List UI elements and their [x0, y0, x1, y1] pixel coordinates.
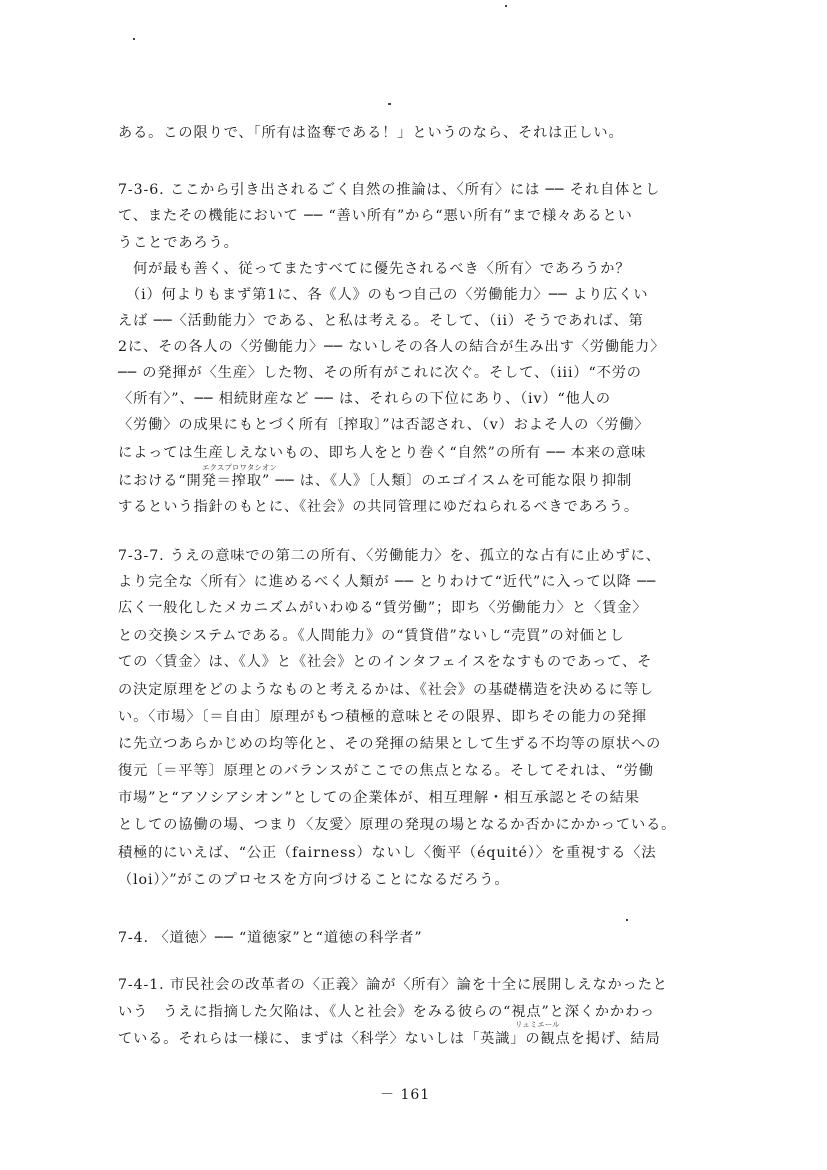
page-number: － 161 [380, 1087, 431, 1103]
body-line: 〈所有〉”、── 相続財産など ── は、それらの下位にあり、（iv）“他人の [118, 391, 611, 407]
body-line: い。〈市場〉〔＝自由〕原理がもつ積極的意味とその限界、即ちその能力の発揮 [118, 709, 647, 725]
body-line: 広く一般化したメカニズムがいわゆる“賃労働”；即ち〈労働能力〉と〈賃金〉 [118, 600, 648, 616]
section-heading-7-4: 7-4. 〈道徳〉── “道徳家”と“道徳の科学者” [118, 930, 423, 946]
body-line: に先立つあらかじめの均等化と、その発揮の結果として生ずる不均等の原状への [118, 736, 662, 752]
body-line: 復元〔＝平等〕原理とのバランスがここでの焦点となる。そしてそれは、“労働 [118, 763, 654, 779]
paragraph-7-3-6-line: 7-3-6. ここから引き出されるごく自然の推論は、〈所有〉には ── それ自体とし [118, 182, 661, 198]
body-line: における“開発＝搾取” ── は、《人》〔人類〕のエゴイスムを可能な限り抑制 [118, 473, 633, 489]
body-line: によっては生産しえないもの、即ち人をとり巻く“自然”の所有 ── 本来の意味 [118, 445, 647, 461]
ruby-annotation: エクスプロワタシオン [202, 463, 277, 472]
paragraph-7-3-7-line: 7-3-7. うえの意味での第二の所有、〈労働能力〉を、孤立的な占有に止めずに、 [118, 548, 661, 564]
body-line: としての協働の場、つまり〈友愛〉原理の発現の場となるか否かにかかっている。 [118, 817, 677, 833]
body-line: ての〈賃金〉は、《人》と《社会》とのインタフェイスをなすものであって、そ [118, 654, 653, 670]
body-line: いう うえに指摘した欠陥は、《人と社会》をみる彼らの“視点”と深くかかわっ [118, 1004, 656, 1020]
body-line: えば ──〈活動能力〉である、と私は考える。そして、（ii）そうであれば、第 [118, 313, 644, 329]
body-line: （i）何よりもまず第1に、各《人》のもつ自己の〈労働能力〉── より広くい [118, 287, 649, 303]
scan-speck [505, 5, 507, 7]
body-line: ている。それらは一様に、まずは〈科学〉ないしは「英識」の観点を掲げ、結局 [118, 1031, 661, 1047]
paragraph-7-4-1-line: 7-4-1. 市民社会の改革者の〈正義〉論が〈所有〉論を十全に展開しえなかったと [118, 977, 668, 993]
scan-speck [388, 103, 391, 105]
ruby-annotation: リュミエール [515, 1020, 560, 1029]
body-line: するという指針のもとに、《社会》の共同管理にゆだねられるべきであろう。 [118, 499, 639, 515]
body-line: の決定原理をどのようなものと考えるかは、《社会》の基礎構造を決めるに等し [118, 682, 655, 698]
body-line: との交換システムである。《人間能力》の“賃貸借”ないし“売買”の対価とし [118, 628, 625, 644]
body-line: 何が最も善く、従ってまたすべてに優先されるべき〈所有〉であろうか？ [118, 261, 631, 277]
body-line: 〈労働〉の成果にもとづく所有〔搾取〕”は否認され、（v）およそ人の〈労働〉 [118, 417, 650, 433]
body-line: うことであろう。 [118, 235, 239, 251]
scan-speck [133, 38, 135, 40]
body-line: 積極的にいえば、“公正（fairness）ないし〈衡平（équité）〉を重視する〈法 [118, 845, 657, 861]
body-line: て、またその機能において ── “善い所有”から“悪い所有”まで様々あるとい [118, 208, 633, 224]
body-line: 市場”と“アソシアシオン”としての企業体が、相互理解・相互承認とその結果 [118, 790, 640, 806]
body-line: ある。この限りで、「所有は盗奪である！」というのなら、それは正しい。 [118, 125, 624, 141]
body-line: （loi）〉”がこのプロセスを方向づけることになるだろう。 [118, 872, 510, 888]
body-line: 2に、その各人の〈労働能力〉── ないしその各人の結合が生み出す〈労働能力〉 [118, 339, 666, 355]
body-line: より完全な〈所有〉に進めるべく人類が ── とりわけて“近代”に入って以降 ── [118, 574, 657, 590]
scan-speck [626, 919, 628, 921]
body-line: ── の発揮が〈生産〉した物、その所有がこれに次ぐ。そして、（iii）“不労の [118, 365, 642, 381]
